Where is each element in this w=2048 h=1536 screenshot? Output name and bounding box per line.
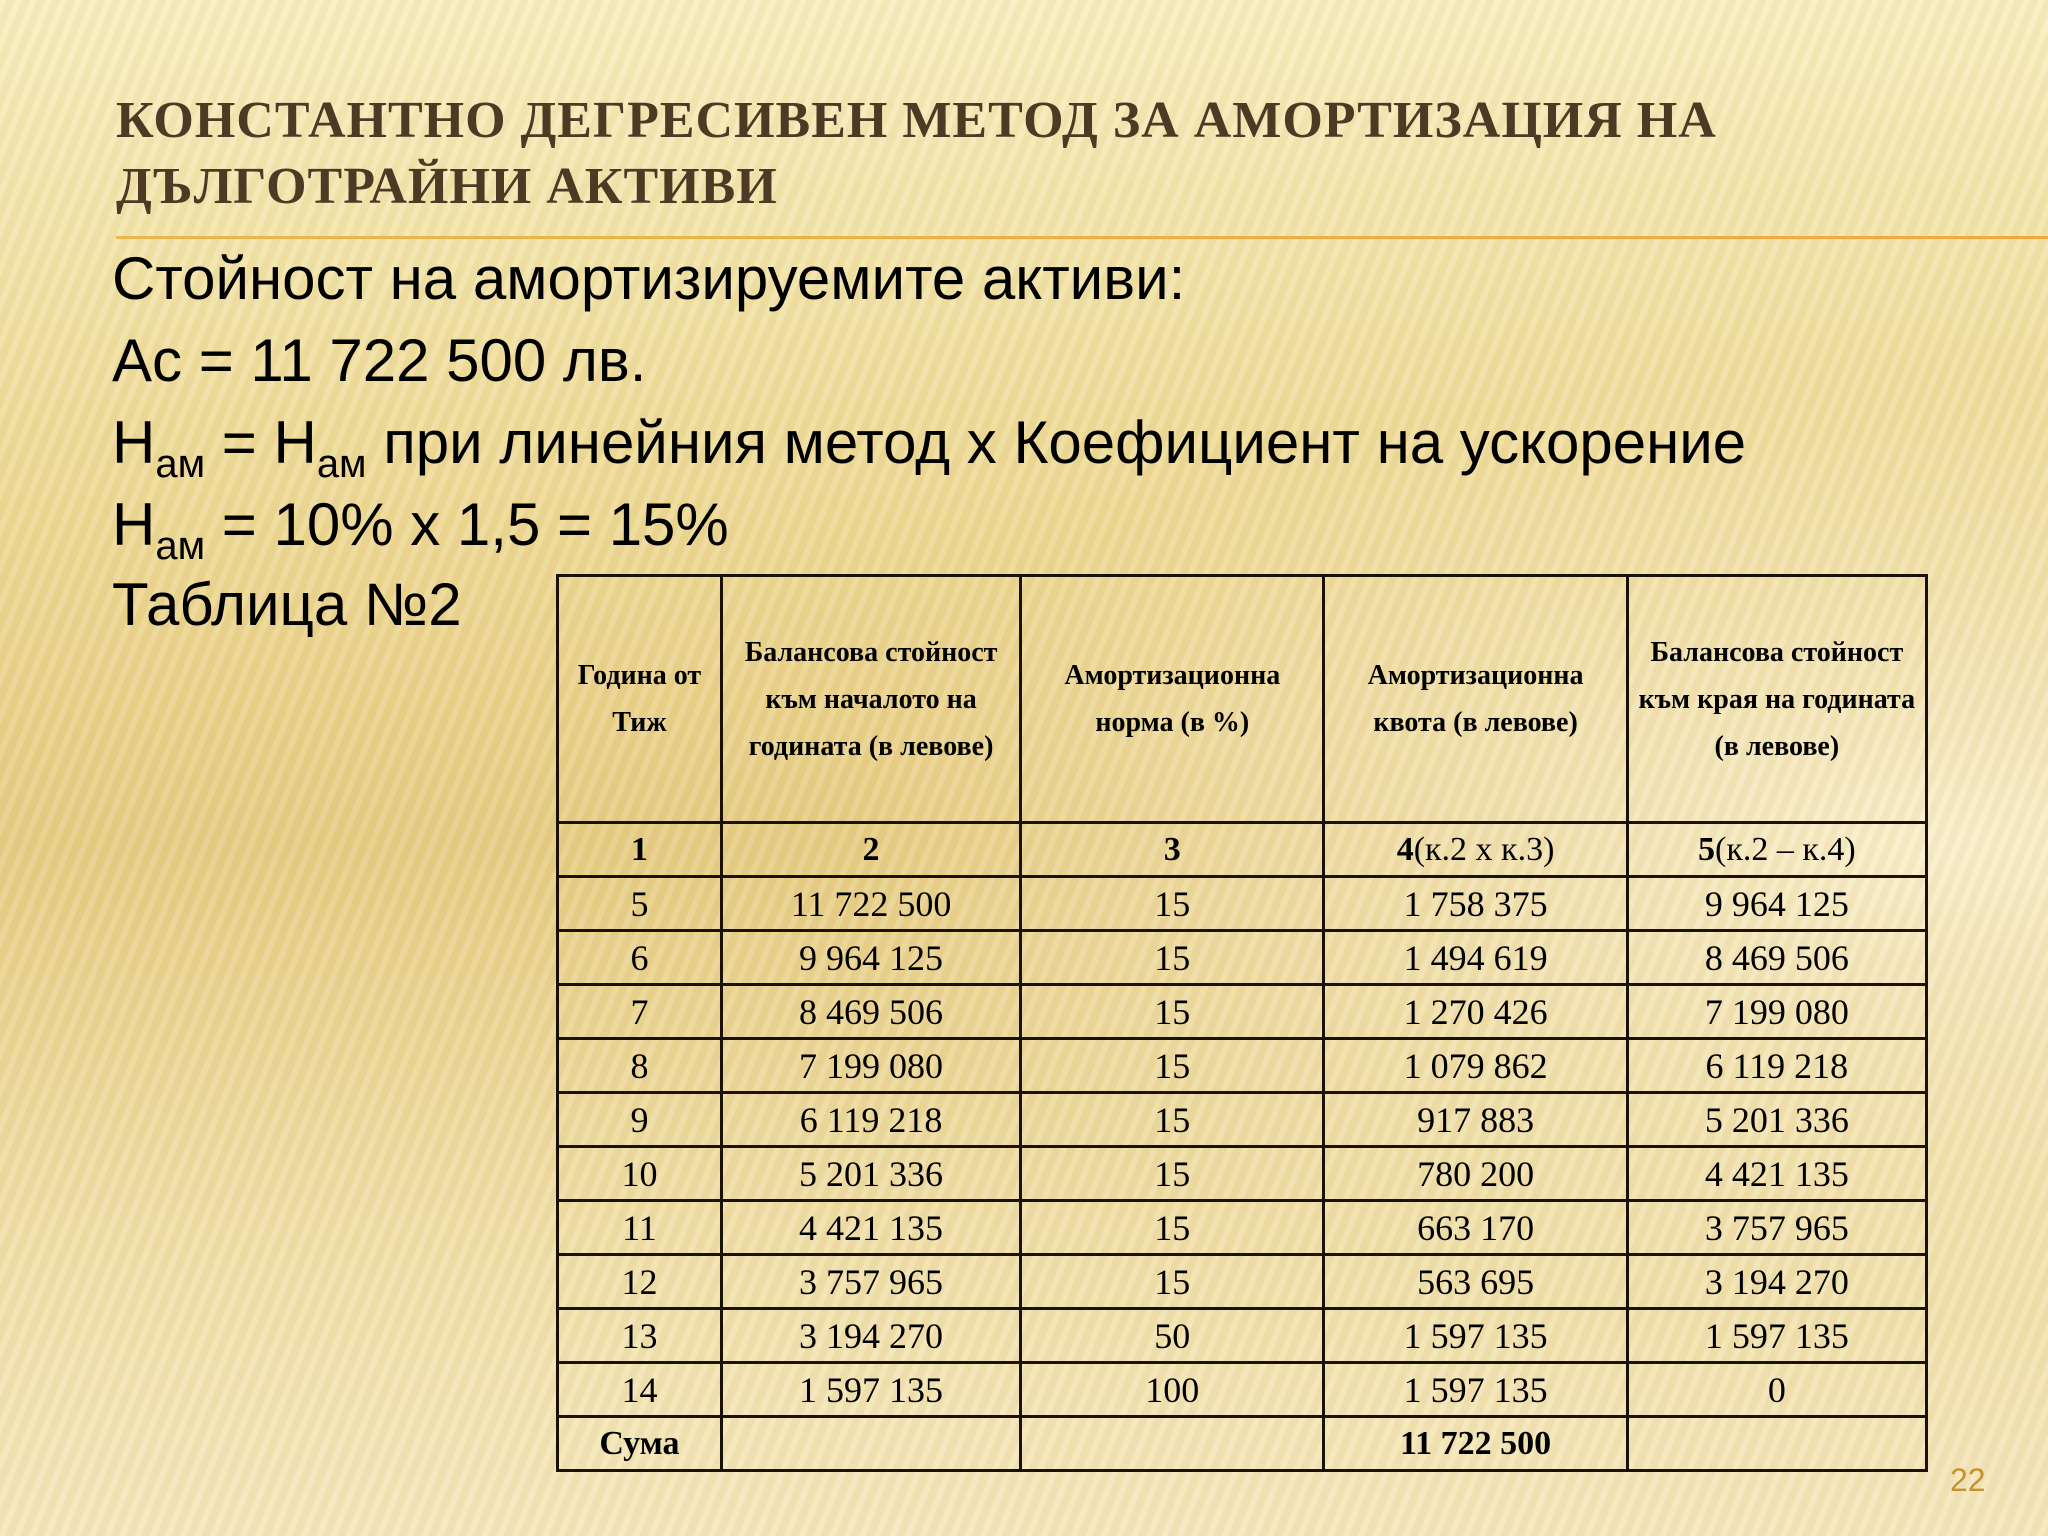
table-header-row [558,576,1927,823]
table-cell: 12 [558,1255,722,1309]
rate-symbol-2: Н [112,491,156,558]
table-row [558,1309,1927,1363]
table-row [558,1147,1927,1201]
header-rate: Амортизационна норма (в %) [1021,576,1324,823]
rate-symbol: Н [112,409,156,476]
column-number-row [558,823,1927,877]
sum-row [558,1417,1927,1471]
table-cell: 3 757 965 [1627,1201,1926,1255]
table-cell: 50 [1021,1309,1324,1363]
slide-number: 22 [1950,1462,1986,1498]
rate-formula [112,408,1747,486]
header-depreciation: Амортизационна квота (в левове) [1324,576,1627,823]
rate-calculation [112,490,729,568]
table-cell: 780 200 [1324,1147,1627,1201]
table-cell: 8 [558,1039,722,1093]
table-row [558,877,1927,931]
table-cell: 15 [1021,1093,1324,1147]
table-row [558,985,1927,1039]
table-cell: 11 [558,1201,722,1255]
title-divider [116,236,2048,239]
rate-calculation-text: = 10% х 1,5 = 15% [205,491,729,558]
column-number: 2 [721,823,1020,877]
table-cell: 13 [558,1309,722,1363]
table-cell: 1 597 135 [1324,1363,1627,1417]
column-number: 3 [1021,823,1324,877]
table-row [558,1201,1927,1255]
sum-total: 11 722 500 [1324,1417,1627,1471]
table-cell: 9 964 125 [1627,877,1926,931]
rate-subscript-3: ам [155,524,206,568]
slide-title: КОНСТАНТНО ДЕГРЕСИВЕН МЕТОД ЗА АМОРТИЗАЦИЯ НА ДЪЛГОТРАЙНИ АКТИВИ [116,92,1717,215]
rate-subscript: ам [155,442,206,486]
depreciation-table [556,574,1928,1472]
table-row [558,931,1927,985]
header-closing-balance: Балансова стойност към края на годината (в левове) [1627,576,1926,823]
table-cell: 15 [1021,985,1324,1039]
table-cell: 15 [1021,1039,1324,1093]
table-cell: 15 [1021,931,1324,985]
table-cell: 3 194 270 [1627,1255,1926,1309]
sum-empty-cell [1021,1417,1324,1471]
table-cell: 663 170 [1324,1201,1627,1255]
table-cell: 11 722 500 [721,877,1020,931]
column-number: 4(к.2 х к.3) [1324,823,1627,877]
table-cell: 1 597 135 [721,1363,1020,1417]
table-cell: 1 079 862 [1324,1039,1627,1093]
assets-value: Ас = 11 722 500 лв. [112,327,647,394]
rate-formula-text: при линейния метод х Коефициент на ускорение [366,409,1747,476]
table-cell: 4 421 135 [721,1201,1020,1255]
table-cell: 8 469 506 [1627,931,1926,985]
table-cell: 5 [558,877,722,931]
header-year: Година от Тиж [558,576,722,823]
table-row [558,1255,1927,1309]
table-cell: 563 695 [1324,1255,1627,1309]
table-cell: 7 [558,985,722,1039]
header-opening-balance: Балансова стойност към началото на годината (в левове) [721,576,1020,823]
table-cell: 1 597 135 [1324,1309,1627,1363]
table-cell: 6 119 218 [1627,1039,1926,1093]
table-row [558,1039,1927,1093]
table-cell: 15 [1021,877,1324,931]
table-cell: 100 [1021,1363,1324,1417]
table-cell: 1 597 135 [1627,1309,1926,1363]
table-cell: 6 [558,931,722,985]
table-row [558,1363,1927,1417]
sum-empty-cell [1627,1417,1926,1471]
assets-value-label: Стойност на амортизируемите активи: [112,245,1186,312]
table-cell: 15 [1021,1255,1324,1309]
table-row [558,1093,1927,1147]
table-cell: 1 270 426 [1324,985,1627,1039]
table-cell: 917 883 [1324,1093,1627,1147]
sum-label: Сума [558,1417,722,1471]
table-cell: 9 964 125 [721,931,1020,985]
table-cell: 8 469 506 [721,985,1020,1039]
table-cell: 10 [558,1147,722,1201]
rate-subscript-2: ам [316,442,367,486]
table-cell: 3 194 270 [721,1309,1020,1363]
table-cell: 4 421 135 [1627,1147,1926,1201]
table-caption: Таблица №2 [112,571,462,638]
table-cell: 3 757 965 [721,1255,1020,1309]
table-cell: 7 199 080 [1627,985,1926,1039]
table-cell: 7 199 080 [721,1039,1020,1093]
table-cell: 15 [1021,1201,1324,1255]
table-cell: 9 [558,1093,722,1147]
table-cell: 0 [1627,1363,1926,1417]
sum-empty-cell [721,1417,1020,1471]
table-cell: 6 119 218 [721,1093,1020,1147]
column-number: 5(к.2 – к.4) [1627,823,1926,877]
table-cell: 15 [1021,1147,1324,1201]
table-cell: 5 201 336 [721,1147,1020,1201]
table-cell: 5 201 336 [1627,1093,1926,1147]
table-cell: 1 758 375 [1324,877,1627,931]
table-cell: 1 494 619 [1324,931,1627,985]
column-number: 1 [558,823,722,877]
rate-equals: = Н [205,409,317,476]
table-cell: 14 [558,1363,722,1417]
